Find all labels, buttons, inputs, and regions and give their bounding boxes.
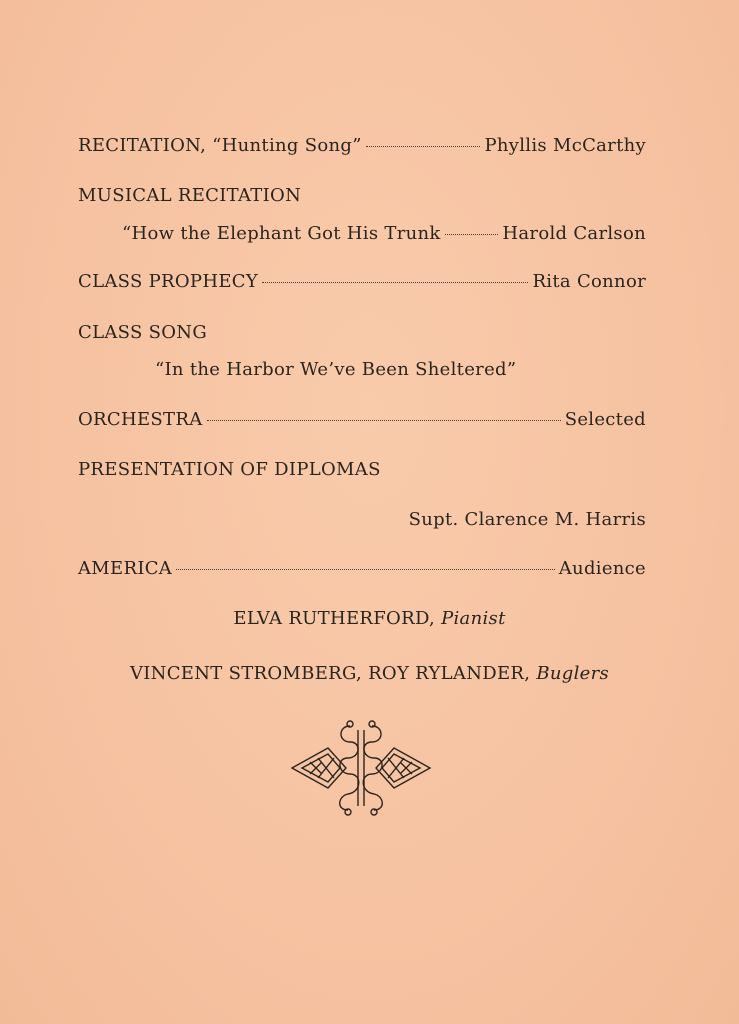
pianist-credit <box>0 607 739 631</box>
pianist-role: Pianist <box>441 608 506 629</box>
leader-dots <box>262 282 528 283</box>
musical-recitation-title: “How the Elephant Got His Trunk <box>122 223 441 244</box>
orchestra-title: ORCHESTRA <box>78 409 203 430</box>
scroll-ornament-icon <box>288 718 434 818</box>
recitation-title: RECITATION, “Hunting Song” <box>78 135 362 156</box>
orchestra-performer: Selected <box>564 409 646 430</box>
diplomas-presenter: Supt. Clarence M. Harris <box>408 509 646 530</box>
musical-recitation-row <box>122 222 646 246</box>
pianist-name: ELVA RUTHERFORD, <box>233 608 436 629</box>
class-prophecy-performer: Rita Connor <box>532 271 646 292</box>
class-prophecy-row <box>78 270 646 294</box>
recitation-row <box>78 134 646 158</box>
orchestra-row <box>78 408 646 432</box>
leader-dots <box>445 234 499 235</box>
class-song-title: “In the Harbor We’ve Been Sheltered” <box>155 359 517 380</box>
leader-dots <box>366 146 481 147</box>
america-title: AMERICA <box>78 558 173 579</box>
musical-recitation-heading: MUSICAL RECITATION <box>78 185 302 206</box>
musical-recitation-performer: Harold Carlson <box>502 223 646 244</box>
class-prophecy-title: CLASS PROPHECY <box>78 271 259 292</box>
leader-dots <box>207 420 561 421</box>
america-row <box>78 557 646 581</box>
buglers-names: VINCENT STROMBERG, ROY RYLANDER, <box>129 663 531 684</box>
buglers-role: Buglers <box>536 663 610 684</box>
diplomas-heading: PRESENTATION OF DIPLOMAS <box>78 459 381 480</box>
recitation-performer: Phyllis McCarthy <box>484 135 646 156</box>
leader-dots <box>176 569 555 570</box>
buglers-credit <box>0 662 739 686</box>
america-performer: Audience <box>558 558 646 579</box>
class-song-heading: CLASS SONG <box>78 322 208 343</box>
